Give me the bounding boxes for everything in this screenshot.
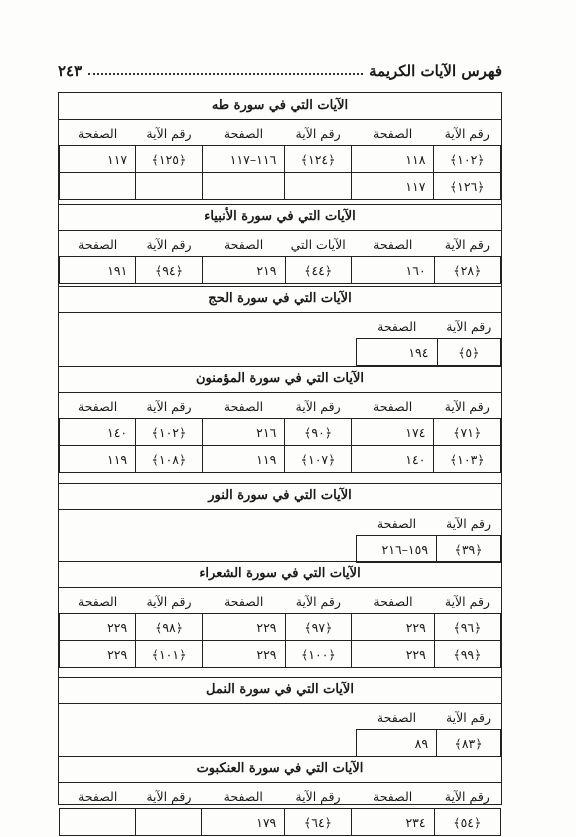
page-cell: ٢١٦ bbox=[202, 419, 285, 446]
page-cell: ٢٣٤ bbox=[351, 809, 434, 836]
table-row bbox=[60, 173, 501, 200]
verse-table bbox=[59, 121, 501, 200]
header-page: الصفحة bbox=[78, 788, 118, 804]
verse-table bbox=[59, 784, 501, 836]
header-row bbox=[60, 589, 501, 614]
header-verse-number: رقم الآية bbox=[444, 398, 490, 414]
header-verse-number: رقم الآية bbox=[146, 125, 192, 141]
header-page: الصفحة bbox=[377, 318, 417, 334]
page-cell: ١٥٩–٢١٦ bbox=[357, 536, 437, 563]
title-underline bbox=[59, 703, 501, 704]
index-title: فهرس الآيات الكريمة bbox=[369, 62, 502, 80]
verse-table bbox=[356, 705, 501, 757]
header-verse-number: رقم الآية bbox=[295, 593, 341, 609]
verse-number-cell: ﴿٤٤﴾ bbox=[285, 257, 351, 284]
page-cell: ١١٨ bbox=[351, 146, 434, 173]
header-page: الصفحة bbox=[376, 515, 417, 531]
section-title: الآيات التي في سورة النمل bbox=[206, 682, 354, 697]
header-verse-number: رقم الآية bbox=[444, 593, 490, 609]
header-row bbox=[357, 705, 501, 730]
header-verse-number: رقم الآية bbox=[146, 236, 192, 252]
header-page: الصفحة bbox=[224, 593, 264, 609]
table-row bbox=[357, 730, 501, 757]
page-cell: ٢٢٩ bbox=[352, 641, 435, 668]
header-row bbox=[60, 121, 501, 146]
table-row bbox=[60, 419, 501, 446]
verse-table bbox=[356, 511, 501, 563]
page-cell: ٢٢٩ bbox=[202, 614, 285, 641]
table-row bbox=[357, 339, 501, 366]
verse-number-cell: ﴿٥﴾ bbox=[437, 339, 501, 366]
verse-table bbox=[356, 314, 501, 366]
section-title: الآيات التي في سورة النور bbox=[208, 488, 352, 503]
section-title: الآيات التي في سورة الأنبياء bbox=[204, 209, 356, 224]
page-cell: ١١٧ bbox=[60, 146, 136, 173]
header-row bbox=[357, 314, 501, 339]
header-page: الصفحة bbox=[77, 125, 118, 141]
title-underline bbox=[59, 392, 501, 393]
title-underline bbox=[59, 119, 501, 120]
header-row bbox=[357, 511, 501, 536]
header-row bbox=[60, 232, 501, 257]
page-number: ٢٤٣ bbox=[58, 62, 83, 80]
verse-number-cell bbox=[285, 173, 352, 200]
table-row bbox=[60, 257, 501, 284]
header-page: الصفحة bbox=[373, 236, 413, 252]
header-page: الصفحة bbox=[376, 709, 417, 725]
header-page: الصفحة bbox=[223, 398, 264, 414]
verse-number-cell: ﴿١٢٤﴾ bbox=[285, 146, 352, 173]
verse-table bbox=[59, 232, 501, 284]
page-cell: ١٩٤ bbox=[357, 339, 438, 366]
page-cell bbox=[202, 173, 285, 200]
page-cell: ١٤٠ bbox=[60, 419, 136, 446]
page-cell: ١١٩ bbox=[202, 446, 285, 473]
header-page: الصفحة bbox=[373, 593, 413, 609]
verse-number-cell: ﴿٣٩﴾ bbox=[437, 536, 501, 563]
verse-number-cell: ﴿٥٤﴾ bbox=[434, 809, 500, 836]
verse-number-cell: ﴿١٠٢﴾ bbox=[136, 419, 203, 446]
header-verse-number: رقم الآية bbox=[146, 788, 192, 804]
page-cell: ٢١٩ bbox=[202, 257, 285, 284]
verse-number-cell: ﴿٨٣﴾ bbox=[437, 730, 501, 757]
verse-number-cell: ﴿١٠١﴾ bbox=[136, 641, 203, 668]
page-cell: ١٧٩ bbox=[202, 809, 285, 836]
header-page: الصفحة bbox=[78, 236, 118, 252]
verse-number-cell: ﴿١٢٥﴾ bbox=[136, 146, 203, 173]
verse-number-cell: ﴿٩٦﴾ bbox=[434, 614, 500, 641]
header-row bbox=[60, 784, 501, 809]
header-page: الصفحة bbox=[223, 236, 264, 252]
page-cell: ١٧٤ bbox=[351, 419, 434, 446]
title-underline bbox=[59, 509, 501, 510]
header-verse-number: رقم الآية bbox=[146, 398, 192, 414]
verse-number-cell bbox=[136, 809, 202, 836]
header-verse-number: رقم الآية bbox=[444, 125, 490, 141]
header-page: الصفحة bbox=[78, 593, 118, 609]
table-row bbox=[60, 641, 501, 668]
header-page: الصفحة bbox=[223, 125, 264, 141]
verse-number-cell: ﴿١٠٧﴾ bbox=[285, 446, 352, 473]
dot-leader bbox=[88, 72, 363, 75]
section-title: الآيات التي في سورة الحج bbox=[208, 291, 352, 306]
header-verse-number: الآيات التي bbox=[290, 236, 346, 252]
header-verse-number: رقم الآية bbox=[444, 236, 490, 252]
table-row bbox=[60, 146, 501, 173]
verse-number-cell: ﴿٩٩﴾ bbox=[434, 641, 500, 668]
table-row bbox=[60, 446, 501, 473]
page-cell bbox=[60, 809, 136, 836]
page-cell: ١٦٠ bbox=[351, 257, 434, 284]
section-title: الآيات التي في سورة المؤمنون bbox=[196, 371, 364, 386]
header-page: الصفحة bbox=[373, 788, 413, 804]
verse-number-cell: ﴿٢٨﴾ bbox=[434, 257, 500, 284]
verse-number-cell: ﴿٩٧﴾ bbox=[285, 614, 352, 641]
page-cell: ١١٧ bbox=[351, 173, 434, 200]
page-cell: ٢٢٩ bbox=[352, 614, 435, 641]
verse-number-cell: ﴿٩٨﴾ bbox=[136, 614, 203, 641]
title-underline bbox=[59, 782, 501, 783]
verse-number-cell: ﴿١٢٦﴾ bbox=[434, 173, 501, 200]
page-cell: ١١٦–١١٧ bbox=[202, 146, 285, 173]
page-header bbox=[58, 60, 502, 80]
page-cell: ٢٢٩ bbox=[60, 614, 136, 641]
index-frame bbox=[58, 92, 502, 830]
page-cell: ٨٩ bbox=[357, 730, 437, 757]
verse-number-cell: ﴿١٠٠﴾ bbox=[285, 641, 352, 668]
header-page: الصفحة bbox=[77, 398, 118, 414]
header-verse-number: رقم الآية bbox=[146, 593, 192, 609]
title-underline bbox=[59, 587, 501, 588]
title-underline bbox=[59, 230, 501, 231]
page-cell: ١٩١ bbox=[60, 257, 136, 284]
table-row bbox=[60, 614, 501, 641]
verse-table bbox=[59, 394, 501, 473]
page-cell bbox=[60, 173, 136, 200]
header-verse-number: رقم الآية bbox=[295, 788, 341, 804]
header-verse-number: رقم الآية bbox=[295, 125, 341, 141]
verse-table bbox=[59, 589, 501, 668]
page-cell: ٢٢٩ bbox=[202, 641, 285, 668]
page-cell: ٢٢٩ bbox=[60, 641, 136, 668]
page-cell: ١٤٠ bbox=[351, 446, 434, 473]
table-row bbox=[60, 809, 501, 836]
verse-number-cell: ﴿٦٤﴾ bbox=[285, 809, 351, 836]
header-verse-number: رقم الآية bbox=[295, 398, 341, 414]
verse-number-cell: ﴿١٠٣﴾ bbox=[434, 446, 501, 473]
verse-number-cell: ﴿١٠٨﴾ bbox=[136, 446, 203, 473]
header-verse-number: رقم الآية bbox=[444, 788, 490, 804]
section-title: الآيات التي في سورة الشعراء bbox=[199, 566, 361, 581]
header-row bbox=[60, 394, 501, 419]
page-cell: ١١٩ bbox=[60, 446, 136, 473]
section-title: الآيات التي في سورة طه bbox=[211, 98, 349, 113]
header-verse-number: رقم الآية bbox=[445, 515, 492, 531]
title-underline bbox=[59, 312, 501, 313]
verse-number-cell: ﴿٩٤﴾ bbox=[136, 257, 202, 284]
verse-number-cell: ﴿٧١﴾ bbox=[434, 419, 501, 446]
verse-number-cell: ﴿١٠٢﴾ bbox=[434, 146, 501, 173]
verse-number-cell bbox=[136, 173, 203, 200]
table-row bbox=[357, 536, 501, 563]
verse-number-cell: ﴿٩٠﴾ bbox=[285, 419, 352, 446]
header-page: الصفحة bbox=[223, 788, 263, 804]
header-verse-number: رقم الآية bbox=[445, 709, 492, 725]
header-page: الصفحة bbox=[373, 125, 413, 141]
header-page: الصفحة bbox=[373, 398, 413, 414]
section-title: الآيات التي في سورة العنكبوت bbox=[196, 761, 364, 776]
header-verse-number: رقم الآية bbox=[446, 318, 492, 334]
